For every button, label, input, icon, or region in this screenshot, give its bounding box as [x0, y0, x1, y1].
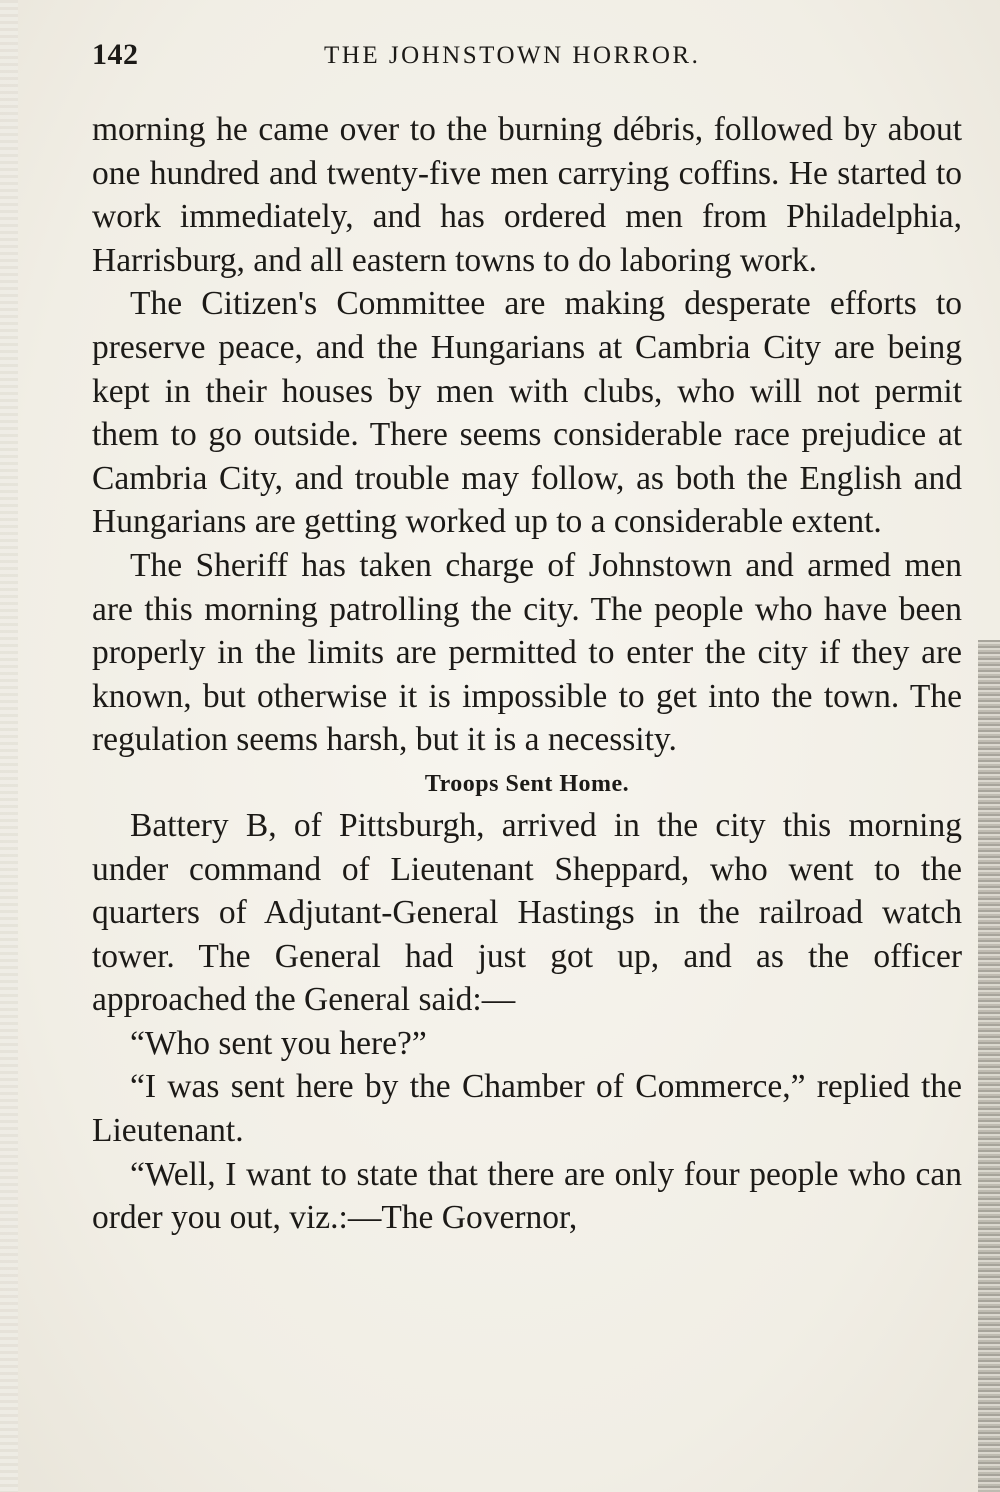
book-title: THE JOHNSTOWN HORROR.: [324, 42, 701, 69]
paragraph-citizens-committee: The Citizen's Committee are making desperate efforts to preserve peace, and the Hungarians at Cambria City are being kept in their houses by men with clubs, who will not permit them to go outside. There seems considerable race prejudice at Cambria City, and trouble may follow, as both the English and Hungarians are getting worked up to a considerable extent.: [92, 285, 962, 541]
quote-four-people: “Well, I want to state that there are only four people who can order you out, viz.:—The Governor,: [92, 1155, 962, 1237]
running-head: [92, 38, 962, 78]
quote-chamber-of-commerce: “I was sent here by the Chamber of Commerce,” replied the Lieutenant.: [92, 1068, 962, 1150]
body-text: [92, 108, 962, 1240]
scan-edge-right: [978, 640, 1000, 1492]
page-number: 142: [92, 38, 139, 71]
paragraph-sheriff: The Sheriff has taken charge of Johnstown and armed men are this morning patrolling the city. The people who have been properly in the limits are permitted to enter the city if they are known, but otherwise it is impossible to get into the town. The regulation seems harsh, but it is a necessity.: [92, 546, 962, 759]
quote-who-sent-you: “Who sent you here?”: [130, 1024, 427, 1062]
paragraph-battery-b: Battery B, of Pittsburgh, arrived in the city this morning under command of Lieutenant Sheppard, who went to the quarters of Adjutant-General Hastings in the railroad watch tower. The General had just got up, and as the officer approached the General said:—: [92, 806, 962, 1019]
paragraph-continued: morning he came over to the burning débris, followed by about one hundred and twenty-five men carrying coffins. He started to work immediately, and has ordered men from Philadelphia, Harrisburg, and all eastern towns to do laboring work.: [92, 111, 962, 279]
scan-edge-left: [0, 0, 18, 1492]
section-heading: Troops Sent Home.: [424, 770, 630, 797]
